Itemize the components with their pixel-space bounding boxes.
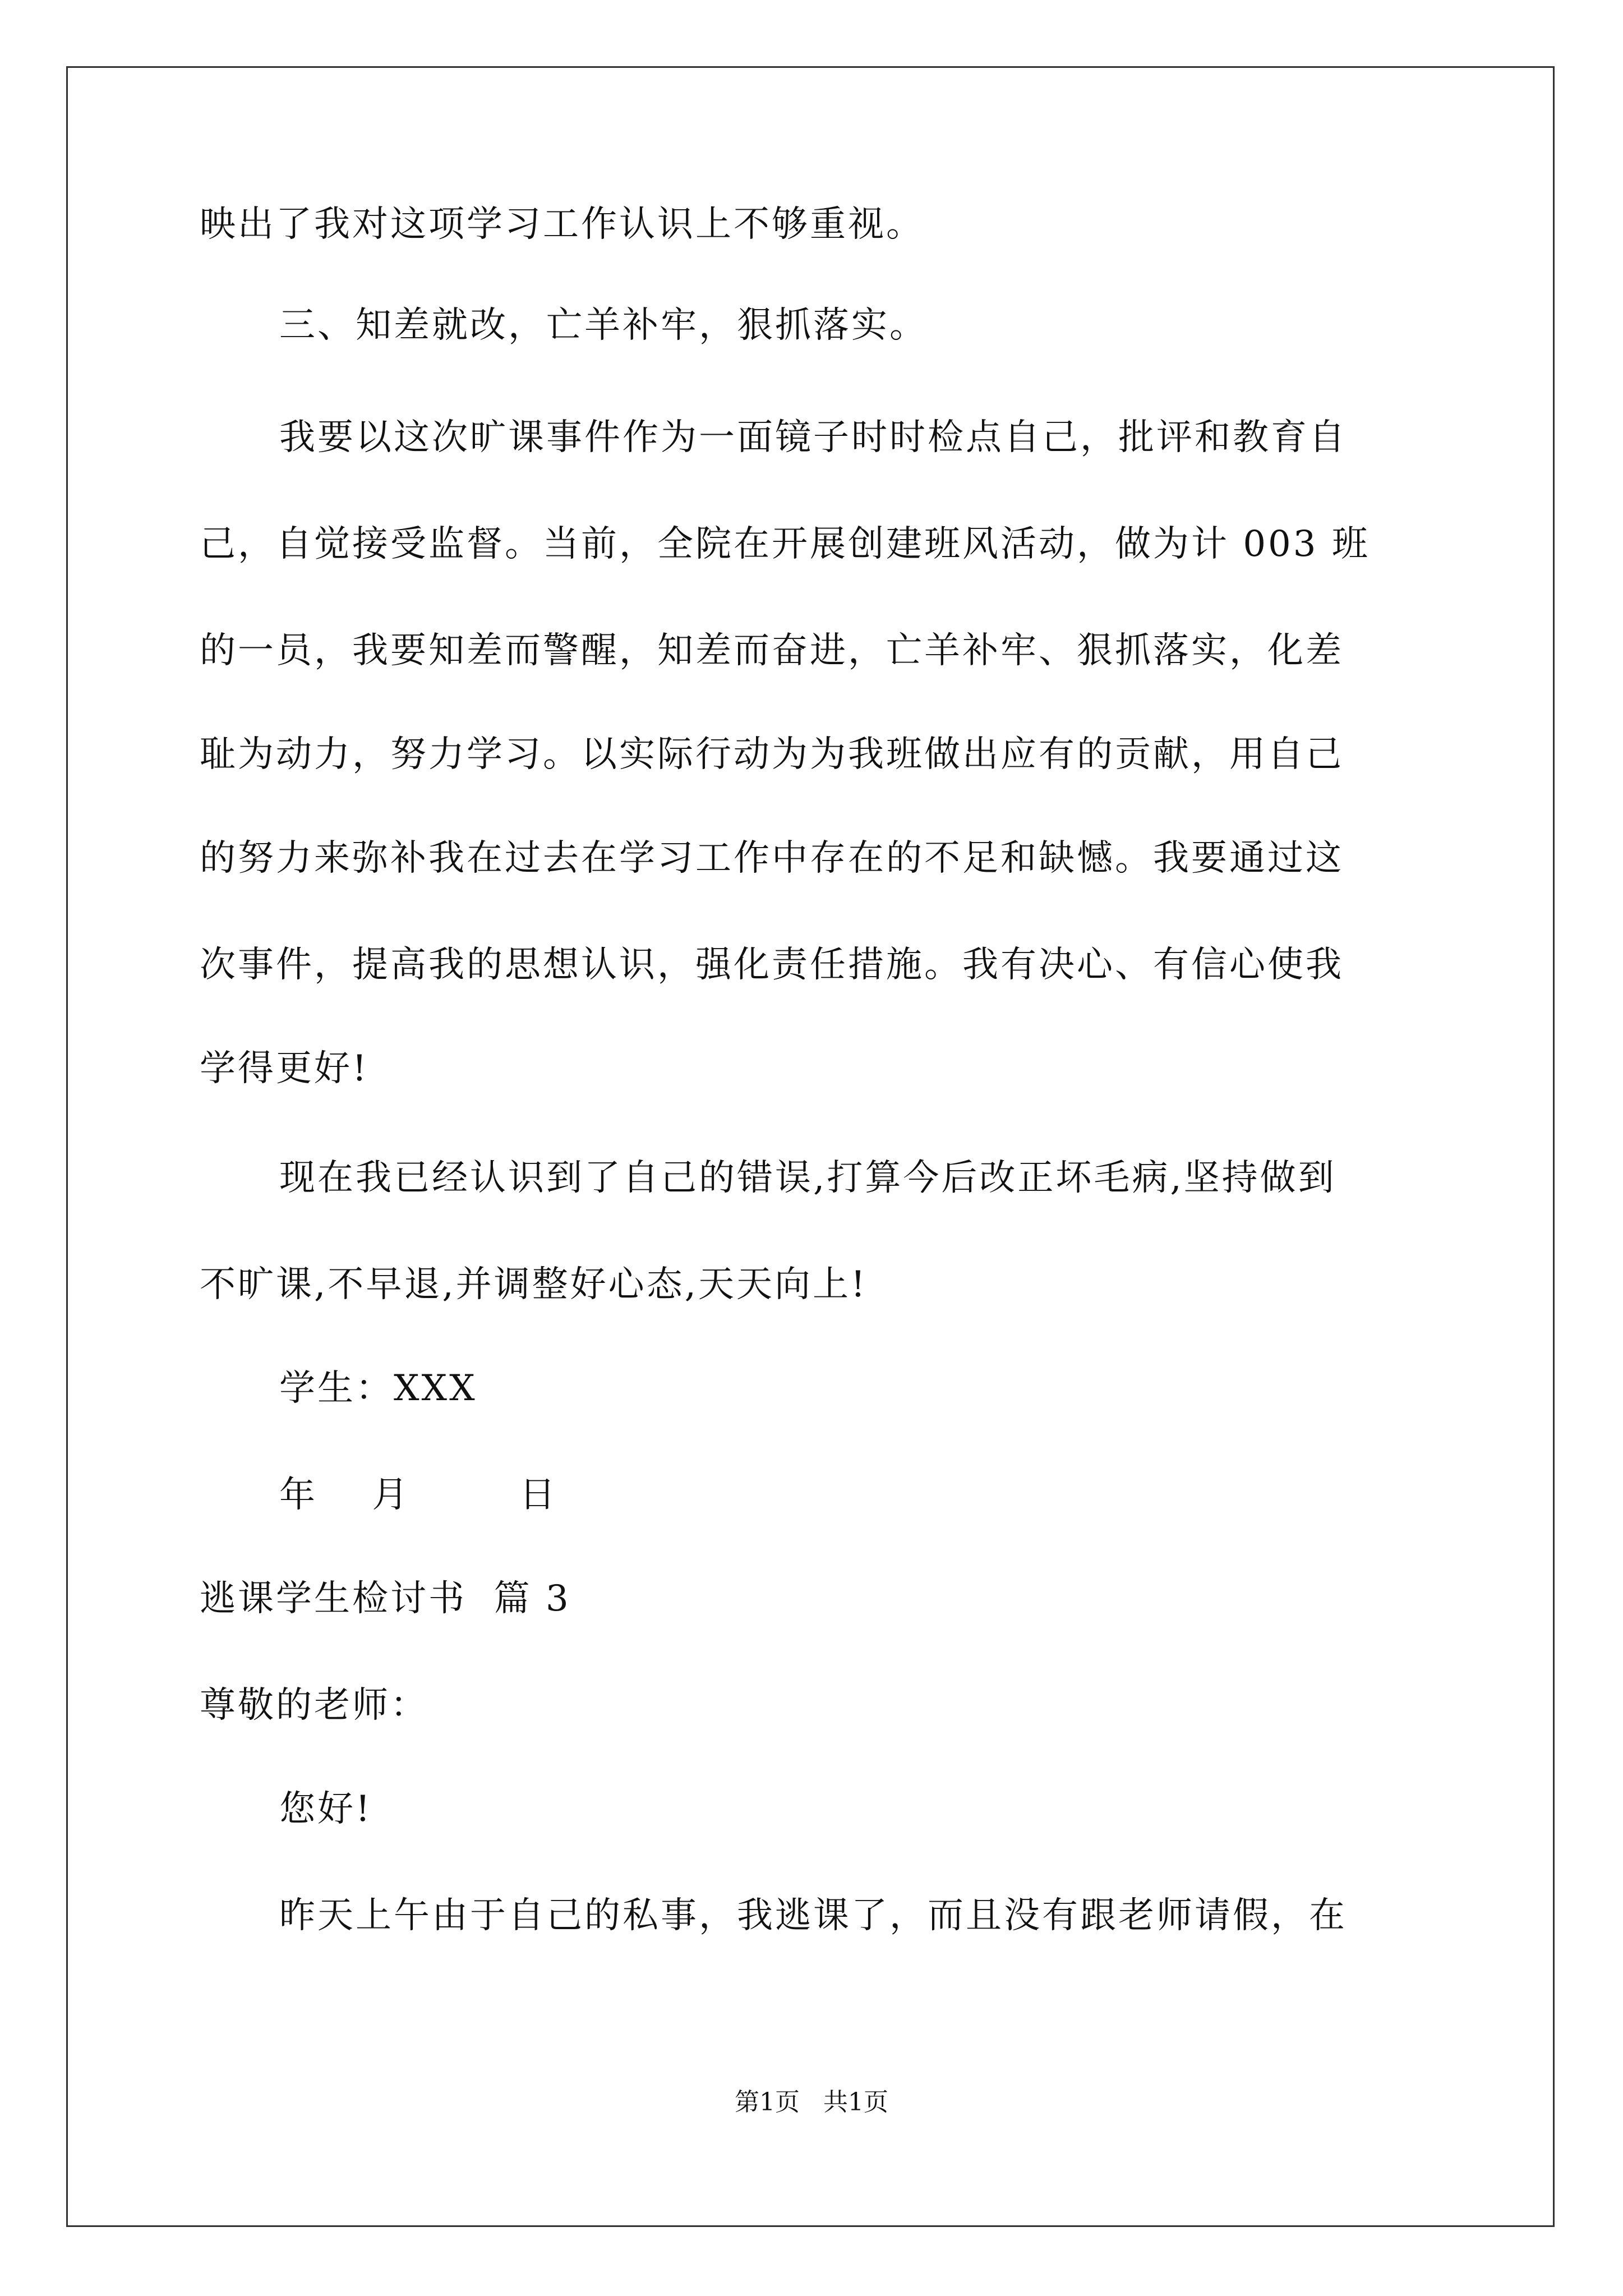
- text-line: 映出了我对这项学习工作认识上不够重视。: [200, 204, 924, 245]
- text-line: 我要以这次旷课事件作为一面镜子时时检点自己，批评和教育自: [279, 417, 1347, 458]
- section-heading: 三、知差就改，亡羊补牢，狠抓落实。: [279, 305, 928, 346]
- text-line: 次事件，提高我的思想认识，强化责任措施。我有决心、有信心使我: [200, 944, 1344, 986]
- text-line: 己，自觉接受监督。当前，全院在开展创建班风活动，做为计 003 班: [200, 523, 1370, 565]
- text-line: 耻为动力，努力学习。以实际行动为为我班做出应有的贡献，用自己: [200, 734, 1344, 775]
- text-line: 现在我已经认识到了自己的错误,打算今后改正坏毛病,坚持做到: [279, 1157, 1336, 1199]
- date-line: 年 月 日: [279, 1474, 558, 1516]
- student-signature: 学生：XXX: [279, 1368, 477, 1409]
- salutation: 尊敬的老师：: [200, 1685, 428, 1726]
- text-line: 学得更好!: [200, 1048, 369, 1089]
- greeting: 您好!: [279, 1788, 372, 1830]
- text-line: 不旷课,不早退,并调整好心态,天天向上!: [200, 1264, 868, 1305]
- text-line: 的努力来弥补我在过去在学习工作中存在的不足和缺憾。我要通过这: [200, 838, 1344, 879]
- text-line: 昨天上午由于自己的私事，我逃课了，而且没有跟老师请假，在: [279, 1895, 1347, 1936]
- text-line: 的一员，我要知差而警醒，知差而奋进，亡羊补牢、狠抓落实，化差: [200, 630, 1344, 671]
- page-number: 第1页 共1页: [735, 2088, 888, 2116]
- article-title: 逃课学生检讨书 篇 3: [200, 1578, 571, 1619]
